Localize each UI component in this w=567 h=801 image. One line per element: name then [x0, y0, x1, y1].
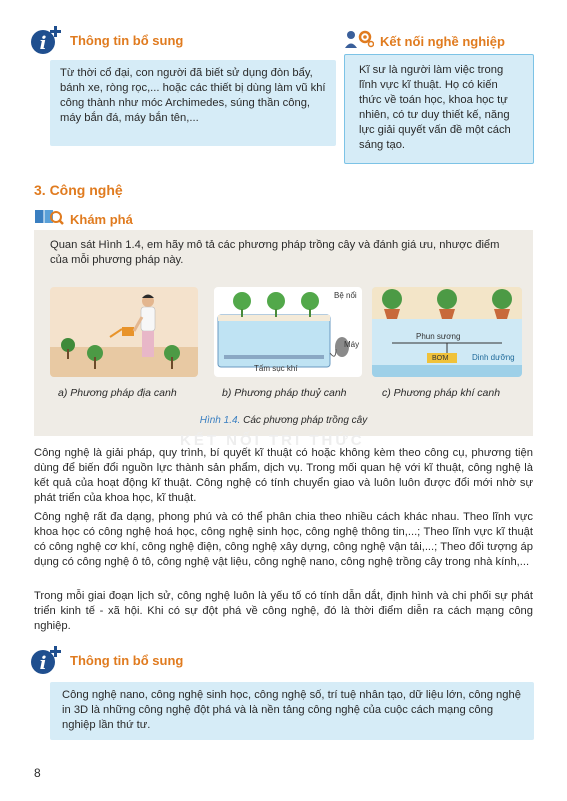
figure-title-text: Các phương pháp trồng cây [243, 415, 368, 426]
explore-title: Khám phá [70, 212, 133, 227]
aero-label-mist: Phun sương [416, 332, 461, 341]
figure-soil-farming [50, 287, 198, 377]
career-box [344, 54, 534, 164]
info-plus-icon [30, 644, 64, 676]
figure-caption-c: c) Phương pháp khí canh [382, 387, 501, 399]
career-header [344, 28, 505, 55]
career-text: Kĩ sư là người làm việc trong lĩnh vực kĩ thuật. Họ có kiến thức về toán học, khoa học tự nhiên, có tư duy thiết kế, năng lực giải quyết vấn đề một cách sáng tạo. [359, 64, 511, 151]
explore-panel [34, 230, 533, 436]
paragraph-2: Công nghệ rất đa dạng, phong phú và có thể phân chia theo nhiều cách khác nhau. Theo lĩnh vực khoa học có công nghệ hoá học, công nghệ sinh học, công nghệ thông tin,...; Theo lĩnh vực kĩ thuật có công nghệ cơ khí, công nghệ điện, công nghệ xây dựng, công nghệ vận tải,...; Theo đối tượng áp dụng có công nghệ ô tô, công nghệ vật liệu, công nghệ nano, công nghệ trồng cây trong nhà kính,... [34, 511, 533, 568]
hydro-label-platform: Bệ nổi [334, 291, 357, 300]
explore-header [34, 207, 133, 232]
hydro-label-pump: Máy [344, 340, 360, 349]
info-text: Từ thời cổ đại, con người đã biết sử dụng đòn bẩy, bánh xe, ròng rọc,... hoặc các thiết bị dùng làm vũ khí công thành như móc Archimedes, súng thần công, máy bắn đá, máy bắn tên,... [60, 67, 326, 124]
svg-text:i: i [39, 33, 47, 54]
info-box-1 [50, 60, 336, 146]
info-box-2 [50, 682, 534, 740]
watermark: KẾT NỐI TRI THỨC [180, 432, 365, 449]
aero-label-nutrient: Dinh dưỡng [472, 353, 515, 362]
info-plus-icon [30, 24, 64, 56]
hydro-label-aerator: Tấm sục khí [254, 364, 298, 373]
section-title: 3. Công nghệ [34, 182, 123, 198]
info-text: Công nghệ nano, công nghệ sinh học, công nghệ số, trí tuệ nhân tạo, dữ liệu lớn, công nghệ in 3D là những công nghệ đột phá và là nền tảng công nghệ của cuộc cách mạng công nghiệp lần thứ tư. [62, 689, 521, 731]
engineer-gear-icon [344, 28, 374, 55]
figure-caption-a: a) Phương pháp địa canh [58, 387, 177, 399]
info-header-1 [30, 24, 183, 56]
figure-title [34, 415, 533, 426]
paragraph-3: Trong mỗi giai đoạn lịch sử, công nghệ luôn là yếu tố có tính dẫn dắt, định hình và chi phối sự phát triển kinh tế - xã hội. Khi có sự đột phá về công nghệ, đó là thời điểm diễn ra cách mạng công nghiệp. [34, 590, 533, 632]
figure-ref: Hình 1.4. [199, 415, 241, 426]
figure-hydroponics [214, 287, 362, 377]
info-title: Thông tin bổ sung [70, 652, 184, 668]
info-header-2 [30, 644, 183, 676]
career-title: Kết nối nghề nghiệp [380, 34, 505, 49]
svg-text:i: i [39, 653, 47, 674]
explore-question: Quan sát Hình 1.4, em hãy mô tả các phương pháp trồng cây và đánh giá ưu, nhược điểm của mỗi phương pháp này. [50, 239, 500, 266]
aero-label-pump: BƠM [432, 355, 449, 362]
info-title: Thông tin bổ sung [70, 32, 184, 48]
figure-aeroponics [372, 287, 522, 377]
book-magnifier-icon [34, 207, 64, 232]
paragraph-1: Công nghệ là giải pháp, quy trình, bí quyết kĩ thuật có hoặc không kèm theo công cụ, phương tiện dùng để biến đổi nguồn lực thành sản phẩm, dịch vụ. Trong mối quan hệ với kĩ thuật, công nghệ là kết quả của hoạt động kĩ thuật. Công nghệ có tính chuyển giao và luôn luôn được đổi mới nhờ sự phát triển của khoa học, kĩ thuật. [34, 447, 533, 504]
page-number: 8 [34, 766, 41, 780]
figure-caption-b: b) Phương pháp thuỷ canh [222, 387, 347, 399]
